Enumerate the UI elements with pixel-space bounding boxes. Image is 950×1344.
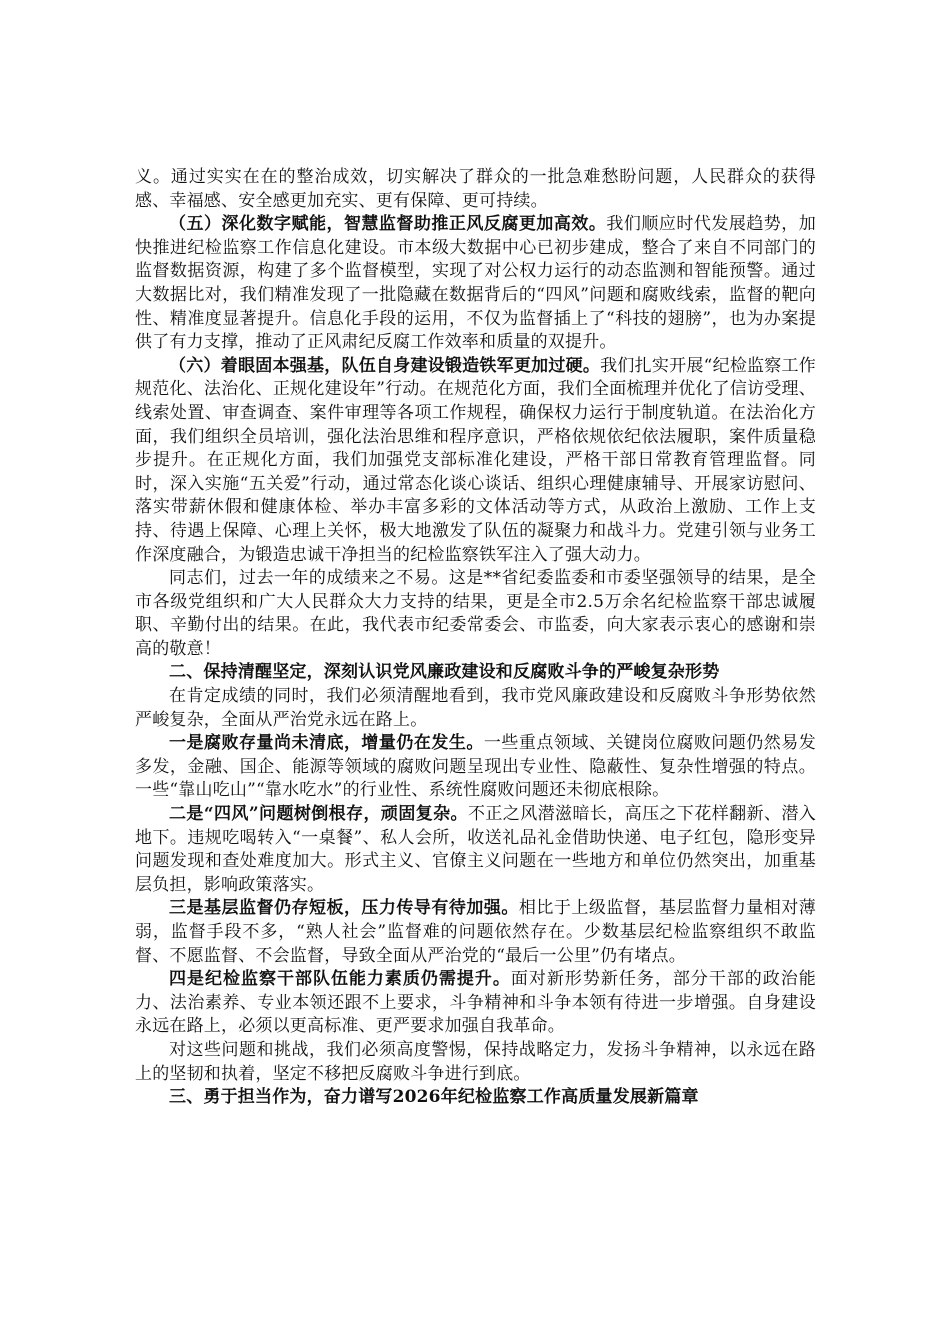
paragraph-text: 面对新形势新任务，部分干部的政治能力、法治素养、专业本领还跟不上要求，斗争精神和斗争本领有待进一步增强。自身建设永远在路上，必须以更高标准、更严要求加强自我革命。 [135, 969, 816, 1037]
section-two-heading: 二、保持清醒坚定，深刻认识党风廉政建设和反腐败斗争的严峻复杂形势 [169, 662, 720, 683]
point-three-heading: 三是基层监督仍存短板，压力传导有待加强。 [169, 898, 519, 919]
paragraph-point-three [135, 897, 816, 968]
point-one-heading: 一是腐败存量尚未清底，增量仍在发生。 [169, 733, 484, 754]
paragraph-text: 我们扎实开展“纪检监察工作规范化、法治化、正规化建设年”行动。在规范化方面，我们全面梳理并优化了信访受理、线索处置、审查调查、案件审理等各项工作规程，确保权力运行于制度轨道。在法治化方面，我们组织全员培训，强化法治思维和程序意识，严格依规依纪依法履职，案件质量稳步提升。在正规化方面，我们加强党支部标准化建设，严格干部日常教育管理监督。同时，深入实施“五关爱”行动，通过常态化谈心谈话、组织心理健康辅导、开展家访慰问、落实带薪休假和健康体检、举办丰富多彩的文体活动等方式，从政治上激励、工作上支持、待遇上保障、心理上关怀，极大地激发了队伍的凝聚力和战斗力。党建引领与业务工作深度融合，为锻造忠诚干净担当的纪检监察铁军注入了强大动力。 [135, 355, 816, 565]
paragraph-conclusion [135, 1039, 816, 1086]
paragraph-section-six [135, 355, 816, 567]
paragraph-text: 对这些问题和挑战，我们必须高度警惕，保持战略定力，发扬斗争精神，以永远在路上的坚韧和执着，坚定不移把反腐败斗争进行到底。 [135, 1039, 816, 1084]
paragraph-situation-intro [135, 685, 816, 732]
paragraph-point-one [135, 732, 816, 803]
section-three-heading: 三、勇于担当作为，奋力谱写2026年纪检监察工作高质量发展新篇章 [169, 1087, 699, 1108]
paragraph-text: 我们顺应时代发展趋势，加快推进纪检监察工作信息化建设。市本级大数据中心已初步建成，整合了来自不同部门的监督数据资源，构建了多个监督模型，实现了对公权力运行的动态监测和智能预警。通过大数据比对，我们精准发现了一批隐藏在数据背后的“四风”问题和腐败线索，监督的靶向性、精准度显著提升。信息化手段的运用，不仅为监督插上了“科技的翅膀”，也为办案提供了有力支撑，推动了正风肃纪反腐工作效率和质量的双提升。 [135, 214, 816, 353]
paragraph-continuation [135, 166, 816, 213]
document-body [135, 166, 816, 1110]
paragraph-text: 在肯定成绩的同时，我们必须清醒地看到，我市党风廉政建设和反腐败斗争形势依然严峻复杂，全面从严治党永远在路上。 [135, 686, 816, 730]
section-six-heading: （六）着眼固本强基，队伍自身建设锻造铁军更加过硬。 [169, 355, 601, 376]
paragraph-point-four [135, 968, 816, 1039]
section-five-heading: （五）深化数字赋能，智慧监督助推正风反腐更加高效。 [169, 214, 607, 235]
paragraph-text: 一些重点领域、关键岗位腐败问题仍然易发多发，金融、国企、能源等领域的腐败问题呈现出专业性、隐蔽性、复杂性增强的特点。一些“靠山吃山”“靠水吃水”的行业性、系统性腐败问题还未彻底根除。 [135, 733, 816, 801]
paragraph-text: 义。通过实实在在的整治成效，切实解决了群众的一批急难愁盼问题，人民群众的获得感、幸福感、安全感更加充实、更有保障、更可持续。 [135, 167, 816, 211]
point-two-heading: 二是“四风”问题树倒根存，顽固复杂。 [169, 804, 468, 825]
paragraph-text: 不正之风潜滋暗长，高压之下花样翻新、潜入地下。违规吃喝转入“一桌餐”、私人会所，收送礼品礼金借助快递、电子红包，隐形变异问题发现和查处难度加大。形式主义、官僚主义问题在一些地方和单位仍然突出，加重基层负担，影响政策落实。 [135, 804, 817, 895]
paragraph-text: 同志们，过去一年的成绩来之不易。这是**省纪委监委和市委坚强领导的结果，是全市各级党组织和广大人民群众大力支持的结果，更是全市2.5万余名纪检监察干部忠诚履职、辛勤付出的结果。在此，我代表市纪委常委会、市监委，向大家表示衷心的感谢和崇高的敬意！ [135, 568, 816, 659]
paragraph-text: 相比于上级监督，基层监督力量相对薄弱，监督手段不多，“熟人社会”监督难的问题依然存在。少数基层纪检监察组织不敢监督、不愿监督、不会监督，导致全面从严治党的“最后一公里”仍有堵点。 [135, 898, 816, 966]
paragraph-thanks [135, 567, 816, 661]
point-four-heading: 四是纪检监察干部队伍能力素质仍需提升。 [169, 969, 511, 990]
paragraph-section-five [135, 213, 816, 355]
paragraph-point-two [135, 803, 816, 897]
